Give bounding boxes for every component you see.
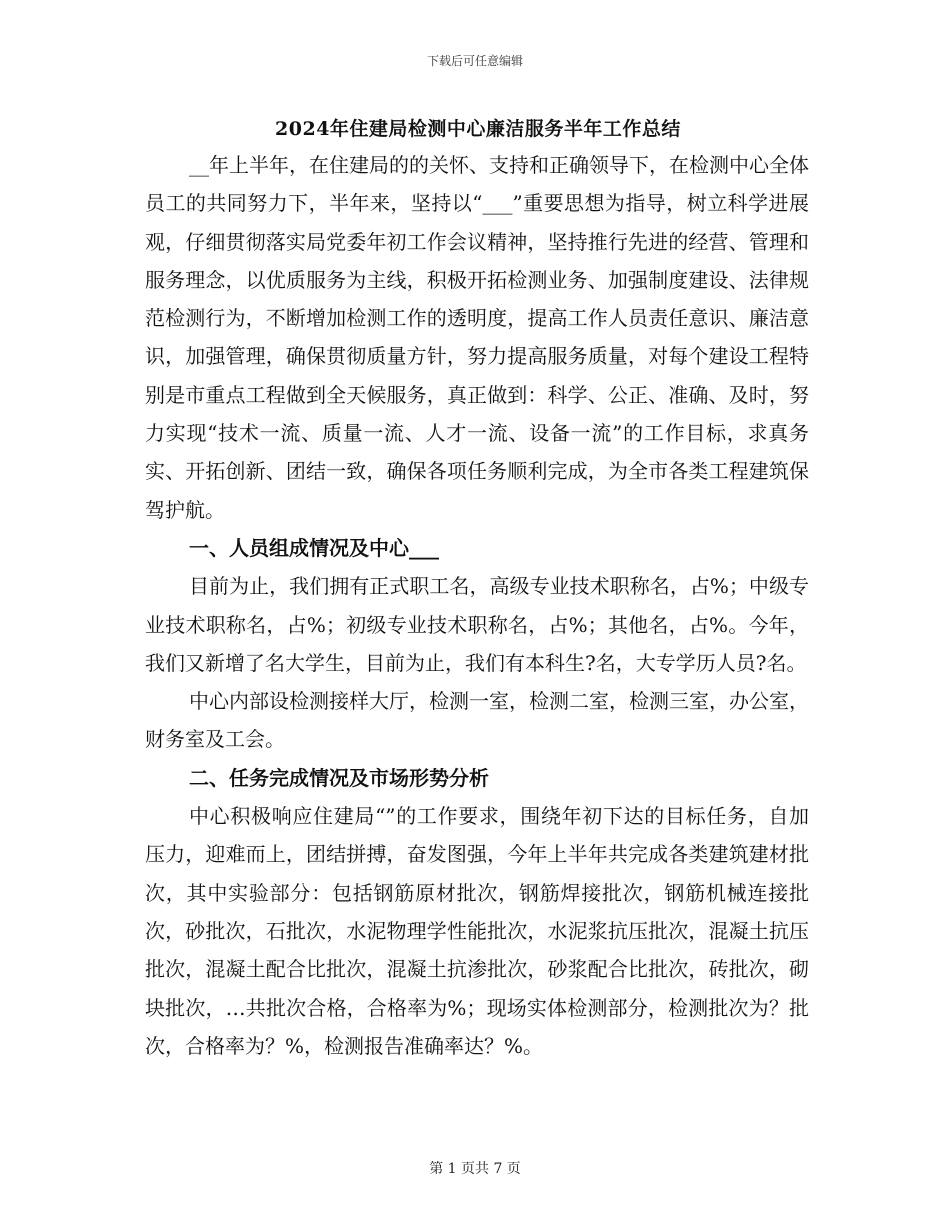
page-header-note: 下载后可任意编辑 [426, 54, 523, 68]
tasks-paragraph: 中心积极响应住建局“”的工作要求，围绕年初下达的目标任务，自加压力，迎难而上，团结拼搏，奋发图强，今年上半年共完成各类建筑建材批次，其中实验部分：包括钢筋原材批次，钢筋焊接批次，钢筋机械连接批次，砂批次，石批次，水泥物理学性能批次，水泥浆抗压批次，混凝土抗压批次，混凝土配合比批次，混凝土抗渗批次，砂浆配合比批次，砖批次，砌块批次，…共批次合格，合格率为%；现场实体检测部分，检测批次为？批次，合格率为？%，检测报告准确率达？%。 [145, 804, 809, 1058]
staff-paragraph: 目前为止，我们拥有正式职工名，高级专业技术职称名，占%；中级专业技术职称名，占%；初级专业技术职称名，占%；其他名，占%。今年，我们又新增了名大学生，目前为止，我们有本科生?名，大专学历人员?名。 [145, 574, 809, 675]
page-number: 第 1 页共 7 页 [429, 1161, 521, 1177]
section-heading-1: 一、人员组成情况及中心___ [189, 535, 439, 560]
intro-paragraph: __年上半年，在住建局的的关怀、支持和正确领导下，在检测中心全体员工的共同努力下，半年来，坚持以“___”重要思想为指导，树立科学进展观，仔细贯彻落实局党委年初工作会议精神，坚持推行先进的经营、管理和服务理念，以优质服务为主线，积极开拓检测业务、加强制度建设、法律规范检测行为，不断增加检测工作的透明度，提高工作人员责任意识、廉洁意识，加强管理，确保贯彻质量方针，努力提高服务质量，对每个建设工程特别是市重点工程做到全天候服务，真正做到：科学、公正、准确、及时，努力实现“技术一流、质量一流、人才一流、设备一流”的工作目标，求真务实、开拓创新、团结一致，确保各项任务顺利完成，为全市各类工程建筑保驾护航。 [145, 153, 809, 522]
departments-paragraph: 中心内部设检测接样大厅，检测一室，检测二室，检测三室，办公室，财务室及工会。 [145, 689, 809, 752]
document-title: 2024年住建局检测中心廉洁服务半年工作总结 [275, 118, 681, 140]
section-heading-2: 二、任务完成情况及市场形势分析 [189, 765, 489, 790]
document-body [145, 146, 809, 1065]
